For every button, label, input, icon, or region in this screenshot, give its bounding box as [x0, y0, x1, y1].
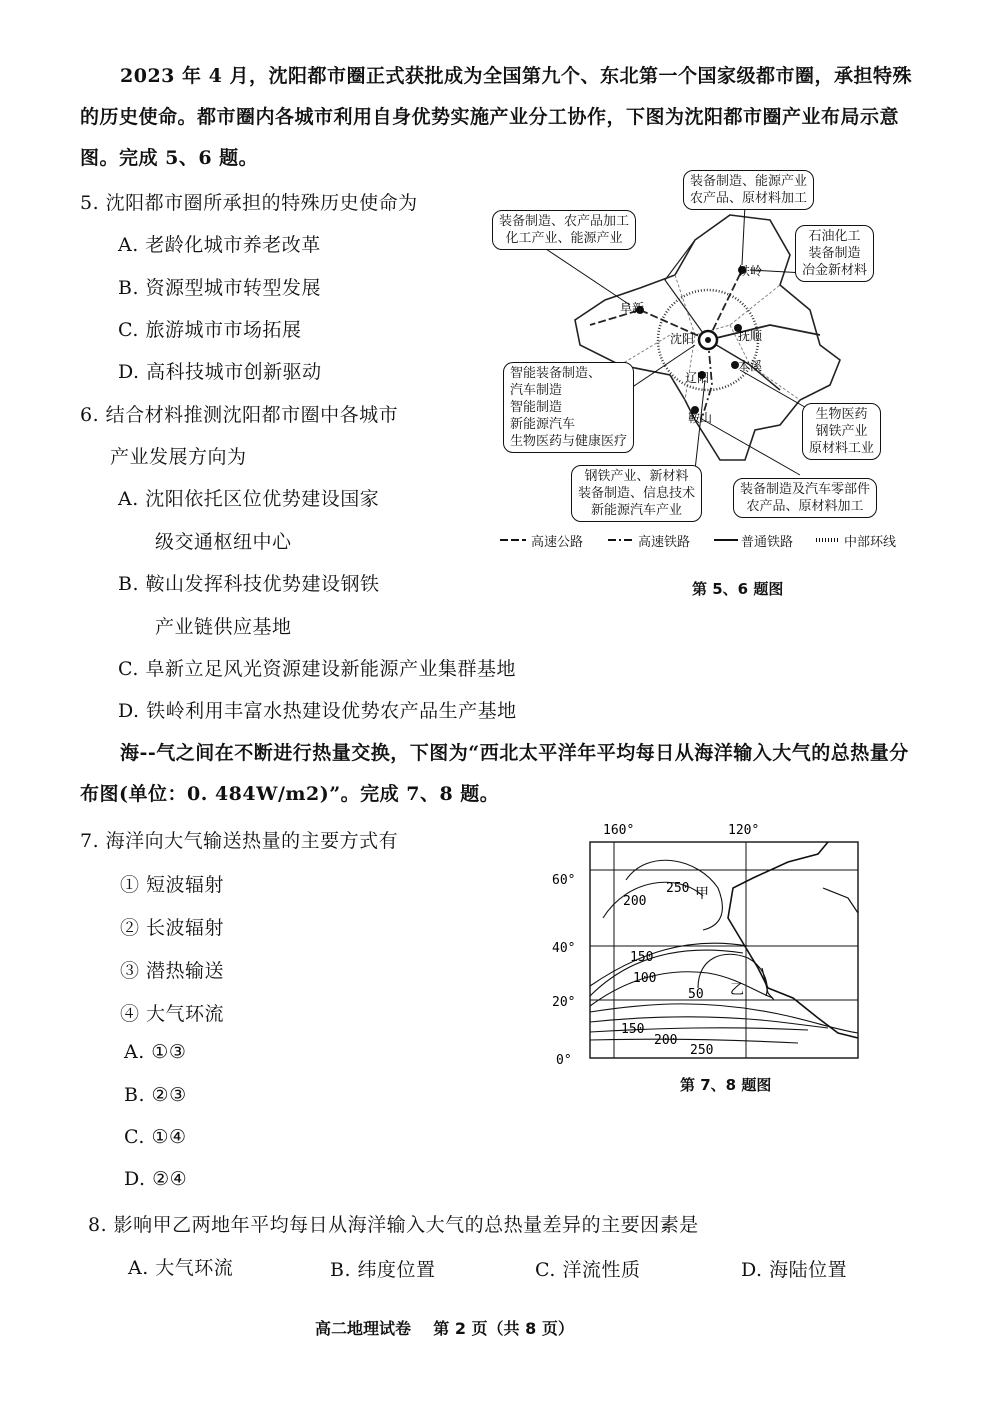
q7-item-3: ③ 潜热输送 [120, 960, 225, 982]
box-line: 原材料工业 [809, 441, 875, 456]
box-line: 智能装备制造、 [510, 366, 602, 381]
city-label-liaoyang: 辽阳 [685, 371, 710, 385]
iso-label: 200 [623, 894, 647, 909]
iso-label: 150 [630, 950, 654, 965]
box-line: 智能制造 [510, 400, 563, 415]
industry-box-shenyang [503, 362, 634, 453]
point-jia-label: 甲 [695, 886, 709, 902]
lat-label-0: 0° [556, 1053, 572, 1068]
box-line: 生物医药 [815, 407, 868, 422]
question-6-stem-line2: 产业发展方向为 [110, 446, 247, 468]
question-7-stem: 7. 海洋向大气输送热量的主要方式有 [80, 830, 399, 852]
q8-option-c: C. 洋流性质 [535, 1259, 641, 1281]
intro-paragraph-2: 海--气之间在不断进行热量交换，下图为“西北太平洋年平均每日从海洋输入大气的总热量分布图(单位：0. 484W/m2)”。完成 7、8 题。 [80, 742, 909, 805]
lat-label-60: 60° [552, 873, 576, 888]
lon-label-120: 120° [728, 823, 760, 838]
q7-option-a: A. ①③ [124, 1041, 187, 1063]
city-label-fuxin: 阜新 [620, 301, 645, 315]
box-line: 化工产业、能源产业 [505, 231, 623, 246]
industry-box-anshan [571, 465, 702, 522]
industry-box-tieling [683, 170, 814, 210]
q8-option-a: A. 大气环流 [128, 1257, 234, 1279]
legend-ring-road: 中部环线 [844, 535, 897, 550]
q7-option-b: B. ②③ [124, 1084, 187, 1106]
q7-option-d: D. ②④ [124, 1168, 188, 1190]
q7-item-4: ④ 大气环流 [120, 1003, 225, 1025]
q7-option-c: C. ①④ [124, 1126, 187, 1148]
industry-box-liaoyang [733, 478, 877, 518]
question-5-stem: 5. 沈阳都市圈所承担的特殊历史使命为 [80, 192, 418, 214]
question-6-stem-line1: 6. 结合材料推测沈阳都市圈中各城市 [80, 404, 399, 426]
iso-label: 250 [666, 881, 690, 896]
box-line: 钢铁产业、新材料 [584, 469, 689, 484]
q5-option-d: D. 高科技城市创新驱动 [118, 361, 322, 383]
q6-option-c: C. 阜新立足风光资源建设新能源产业集群基地 [118, 658, 516, 680]
question-8-stem: 8. 影响甲乙两地年平均每日从海洋输入大气的总热量差异的主要因素是 [88, 1214, 699, 1236]
box-line: 装备制造、能源产业 [690, 174, 808, 189]
map1-caption: 第 5、6 题图 [692, 580, 784, 598]
box-line: 装备制造及汽车零部件 [740, 482, 871, 497]
city-label-shenyang: 沈阳 [670, 332, 695, 346]
box-line: 新能源汽车 [510, 417, 576, 432]
legend-railway: 普通铁路 [741, 535, 794, 550]
q5-option-a: A. 老龄化城市养老改革 [118, 234, 321, 256]
city-label-fushun: 抚顺 [738, 329, 763, 343]
q7-item-2: ② 长波辐射 [120, 917, 225, 939]
city-label-tieling: 铁岭 [738, 264, 763, 278]
box-line: 装备制造 [808, 246, 861, 261]
iso-label: 150 [621, 1022, 645, 1037]
box-line: 石油化工 [808, 229, 861, 244]
page-footer: 高二地理试卷 第 2 页（共 8 页） [315, 1319, 574, 1338]
industry-box-fushun [795, 225, 874, 282]
q8-option-b: B. 纬度位置 [330, 1259, 436, 1281]
q6-option-b-line2: 产业链供应基地 [155, 616, 292, 638]
box-line: 钢铁产业 [815, 424, 868, 439]
industry-box-fuxin [492, 210, 636, 250]
iso-label: 50 [688, 987, 704, 1002]
iso-label: 100 [633, 971, 657, 986]
q8-option-d: D. 海陆位置 [741, 1259, 848, 1281]
box-line: 冶金新材料 [802, 263, 868, 278]
iso-label: 200 [654, 1033, 678, 1048]
box-line: 农产品、原材料加工 [746, 499, 864, 514]
box-line: 汽车制造 [510, 383, 563, 398]
box-line: 生物医药与健康医疗 [510, 434, 628, 449]
q5-option-b: B. 资源型城市转型发展 [118, 277, 322, 299]
legend-highway: 高速公路 [531, 535, 584, 550]
industry-box-benxi [802, 403, 881, 460]
pacific-heat-map [548, 818, 868, 1068]
q6-option-a-line1: A. 沈阳依托区位优势建设国家 [118, 488, 380, 510]
city-label-benxi: 本溪 [738, 359, 763, 373]
city-label-anshan: 鞍山 [688, 411, 713, 425]
q6-option-b-line1: B. 鞍山发挥科技优势建设钢铁 [118, 573, 380, 595]
box-line: 新能源汽车产业 [591, 503, 683, 518]
q6-option-d: D. 铁岭利用丰富水热建设优势农产品生产基地 [118, 700, 517, 722]
q7-item-1: ① 短波辐射 [120, 874, 225, 896]
box-line: 装备制造、信息技术 [578, 486, 696, 501]
map2-caption: 第 7、8 题图 [680, 1076, 772, 1094]
iso-label: 250 [690, 1043, 714, 1058]
box-line: 装备制造、农产品加工 [499, 214, 630, 229]
legend-highspeed-rail: 高速铁路 [638, 535, 691, 550]
lon-label-160: 160° [603, 823, 635, 838]
q5-option-c: C. 旅游城市市场拓展 [118, 319, 302, 341]
lat-label-40: 40° [552, 941, 576, 956]
q6-option-a-line2: 级交通枢纽中心 [155, 531, 292, 553]
point-yi-label: 乙 [730, 982, 744, 998]
box-line: 农产品、原材料加工 [690, 191, 808, 206]
lat-label-20: 20° [552, 995, 576, 1010]
intro-paragraph-1: 2023 年 4 月，沈阳都市圈正式获批成为全国第九个、东北第一个国家级都市圈，承担特殊的历史使命。都市圈内各城市利用自身优势实施产业分工协作，下图为沈阳都市圈产业布局示意图。完成 5、6 题。 [80, 65, 912, 169]
